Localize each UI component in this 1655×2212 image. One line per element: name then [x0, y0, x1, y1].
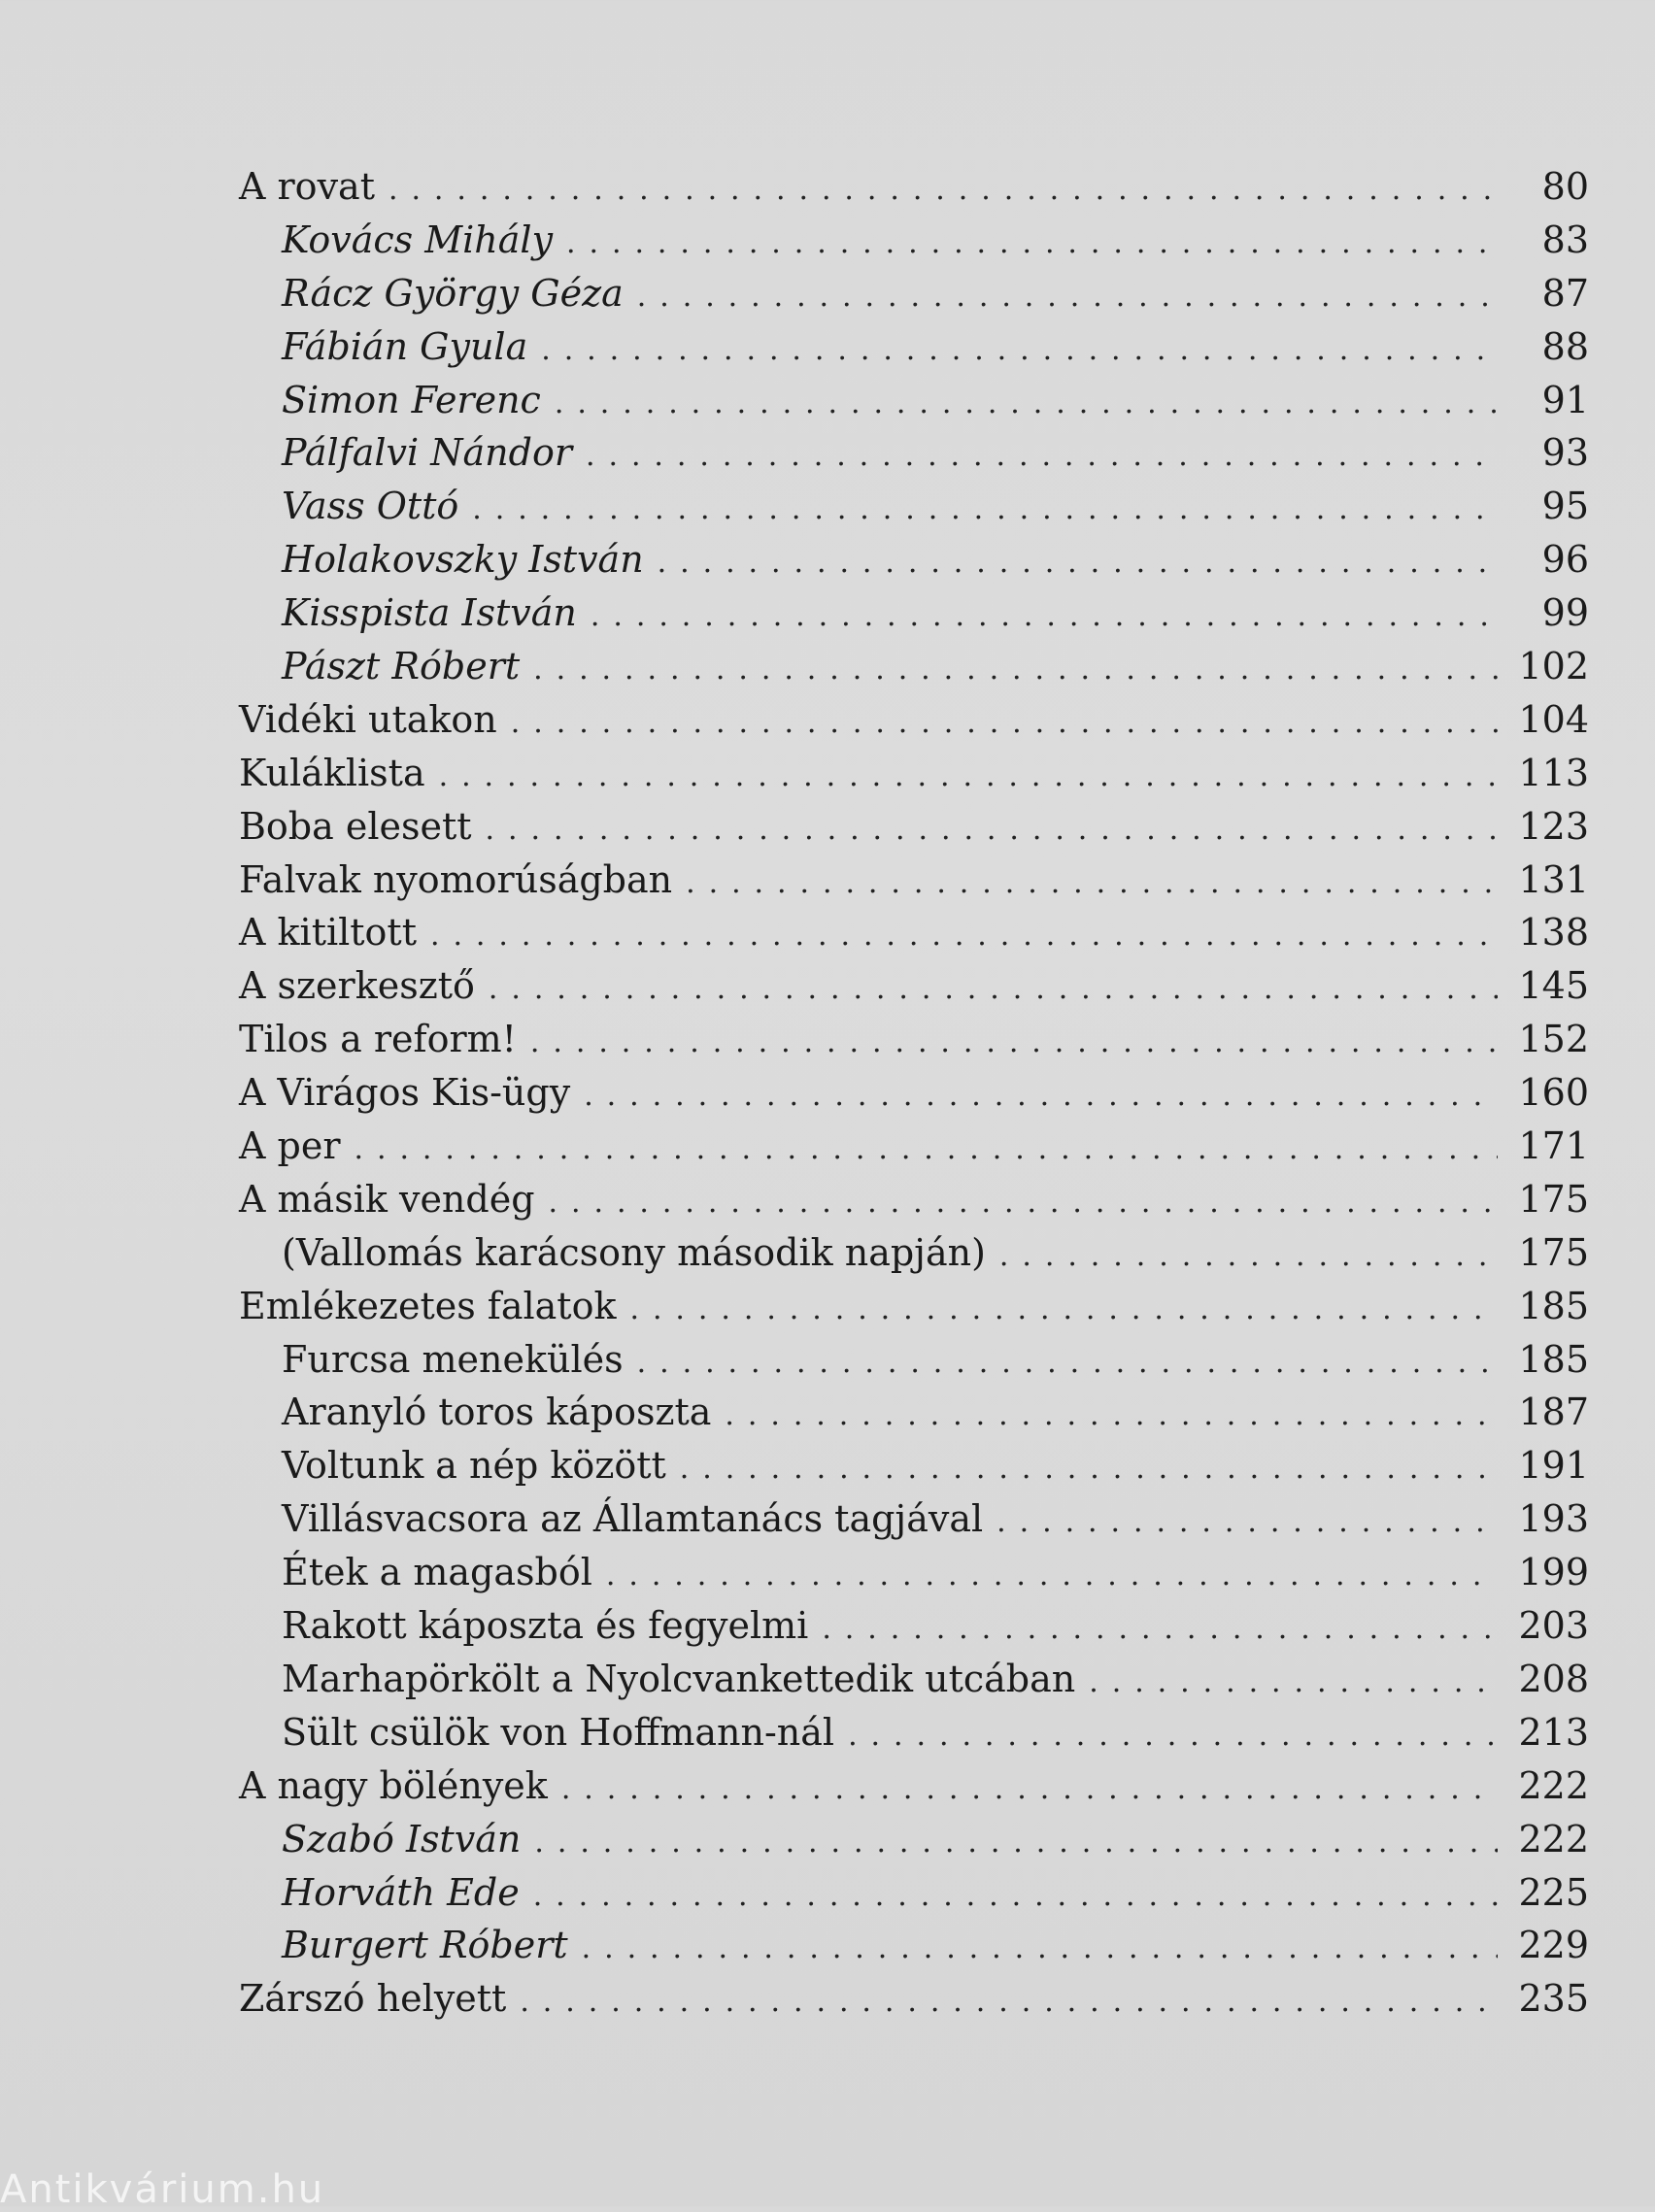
dot-leader — [999, 1226, 1498, 1284]
dot-leader — [996, 1492, 1498, 1550]
toc-entry-page-number: 138 — [1518, 911, 1589, 955]
toc-entry — [239, 1280, 1589, 1333]
toc-entry-title: Pászt Róbert — [282, 645, 521, 688]
dot-leader — [725, 1386, 1498, 1443]
toc-entry-title: Kisspista István — [282, 591, 577, 635]
toc-entry-page-number: 99 — [1541, 591, 1589, 635]
toc-entry-page-number: 96 — [1541, 538, 1589, 582]
toc-entry — [239, 1173, 1589, 1226]
dot-leader — [637, 267, 1498, 324]
toc-entry-page-number: 229 — [1518, 1924, 1589, 1967]
toc-entry — [239, 1760, 1589, 1813]
dot-leader — [586, 426, 1498, 484]
toc-entry-title: Kuláklista — [239, 751, 425, 794]
dot-leader — [686, 854, 1498, 911]
dot-leader — [486, 800, 1498, 857]
toc-entry-title: A szerkesztő — [239, 964, 475, 1008]
toc-entry-page-number: 95 — [1541, 485, 1589, 528]
toc-entry-page-number: 213 — [1518, 1710, 1589, 1754]
toc-entry-page-number: 185 — [1518, 1284, 1589, 1327]
toc-entry-page-number: 87 — [1541, 271, 1589, 315]
dot-leader — [582, 1919, 1498, 1976]
toc-entry — [239, 1226, 1589, 1280]
toc-entry-page-number: 191 — [1518, 1444, 1589, 1488]
toc-entry — [239, 1013, 1589, 1066]
dot-leader — [534, 1813, 1498, 1870]
toc-entry-page-number: 93 — [1541, 431, 1589, 475]
toc-entry-title: (Vallomás karácsony második napján) — [282, 1230, 986, 1274]
toc-entry — [239, 1919, 1589, 1972]
toc-entry-page-number: 235 — [1518, 1977, 1589, 2021]
toc-entry-page-number: 193 — [1518, 1497, 1589, 1541]
toc-entry-page-number: 104 — [1518, 697, 1589, 741]
toc-entry-page-number: 222 — [1518, 1763, 1589, 1807]
toc-entry — [239, 1492, 1589, 1546]
toc-entry-page-number: 187 — [1518, 1391, 1589, 1434]
toc-entry-title: Boba elesett — [239, 804, 472, 848]
dot-leader — [489, 959, 1498, 1017]
toc-entry-page-number: 171 — [1518, 1124, 1589, 1168]
toc-entry-page-number: 208 — [1518, 1657, 1589, 1700]
toc-entry-page-number: 123 — [1518, 804, 1589, 848]
toc-entry — [239, 267, 1589, 320]
toc-entry-title: Emlékezetes falatok — [239, 1284, 617, 1327]
toc-entry-title: Vass Ottó — [282, 485, 459, 528]
toc-entry-page-number: 225 — [1518, 1870, 1589, 1914]
toc-entry-title: A per — [239, 1124, 341, 1168]
toc-entry-title: Pálfalvi Nándor — [282, 431, 572, 475]
toc-entry — [239, 1333, 1589, 1387]
watermark: Antikvárium.hu — [0, 2167, 325, 2212]
toc-entry — [239, 480, 1589, 533]
toc-entry-title: Kovács Mihály — [282, 218, 554, 261]
toc-entry-title: Marhapörkölt a Nyolcvankettedik utcában — [282, 1657, 1076, 1700]
toc-entry — [239, 1386, 1589, 1439]
dot-leader — [388, 160, 1498, 218]
dot-leader — [530, 1013, 1498, 1070]
toc-entry-title: A nagy bölények — [239, 1763, 548, 1807]
toc-entry — [239, 1546, 1589, 1599]
dot-leader — [561, 1760, 1498, 1817]
toc-entry-page-number: 222 — [1518, 1817, 1589, 1860]
toc-entry-title: Sült csülök von Hoffmann-nál — [282, 1710, 835, 1754]
dot-leader — [555, 374, 1498, 431]
dot-leader — [355, 1120, 1499, 1177]
dot-leader — [1089, 1653, 1498, 1710]
dot-leader — [848, 1706, 1498, 1763]
toc-entry — [239, 426, 1589, 480]
toc-entry — [239, 693, 1589, 747]
toc-entry — [239, 587, 1589, 640]
toc-entry — [239, 533, 1589, 587]
toc-entry-title: Falvak nyomorúságban — [239, 857, 673, 901]
toc-entry-page-number: 145 — [1518, 964, 1589, 1008]
dot-leader — [533, 640, 1498, 697]
toc-entry-title: Horváth Ede — [282, 1870, 520, 1914]
dot-leader — [584, 1066, 1498, 1123]
toc-entry-page-number: 203 — [1518, 1604, 1589, 1648]
toc-entry — [239, 1599, 1589, 1653]
toc-entry — [239, 1866, 1589, 1920]
toc-entry-title: A kitiltott — [239, 911, 417, 955]
toc-entry — [239, 1439, 1589, 1492]
toc-entry-page-number: 185 — [1518, 1337, 1589, 1381]
dot-leader — [511, 693, 1498, 751]
dot-leader — [430, 906, 1498, 963]
toc-entry — [239, 640, 1589, 693]
toc-entry — [239, 747, 1589, 800]
toc-entry — [239, 320, 1589, 374]
toc-entry-title: Voltunk a nép között — [282, 1444, 666, 1488]
table-of-contents — [239, 160, 1589, 2026]
toc-entry-title: Simon Ferenc — [282, 378, 541, 421]
toc-entry-page-number: 199 — [1518, 1551, 1589, 1594]
toc-entry-title: Aranyló toros káposzta — [282, 1391, 712, 1434]
toc-entry-title: Rakott káposzta és fegyelmi — [282, 1604, 809, 1648]
dot-leader — [541, 320, 1498, 378]
toc-entry-page-number: 91 — [1541, 378, 1589, 421]
toc-entry — [239, 214, 1589, 267]
dot-leader — [439, 747, 1498, 804]
dot-leader — [629, 1280, 1498, 1337]
toc-entry — [239, 1813, 1589, 1866]
toc-entry-title: Villásvacsora az Államtanács tagjával — [282, 1497, 984, 1541]
dot-leader — [658, 533, 1498, 590]
dot-leader — [520, 1972, 1498, 2029]
dot-leader — [472, 480, 1498, 537]
toc-entry-title: Étek a magasból — [282, 1551, 592, 1594]
toc-entry-page-number: 83 — [1541, 218, 1589, 261]
toc-entry — [239, 1706, 1589, 1760]
toc-entry-page-number: 152 — [1518, 1018, 1589, 1061]
toc-entry-title: Furcsa menekülés — [282, 1337, 624, 1381]
toc-entry-title: Zárszó helyett — [239, 1977, 507, 2021]
toc-entry-title: A másik vendég — [239, 1177, 535, 1221]
dot-leader — [680, 1439, 1498, 1496]
toc-entry — [239, 959, 1589, 1013]
toc-entry-page-number: 88 — [1541, 324, 1589, 368]
toc-entry-page-number: 102 — [1518, 645, 1589, 688]
toc-entry — [239, 1653, 1589, 1706]
toc-entry — [239, 800, 1589, 854]
toc-entry-page-number: 160 — [1518, 1071, 1589, 1115]
dot-leader — [533, 1866, 1498, 1924]
toc-entry — [239, 1972, 1589, 2026]
toc-entry-title: Vidéki utakon — [239, 697, 497, 741]
toc-entry-title: Fábián Gyula — [282, 324, 528, 368]
toc-entry-title: Burgert Róbert — [282, 1924, 568, 1967]
toc-entry-title: A Virágos Kis-ügy — [239, 1071, 571, 1115]
dot-leader — [822, 1599, 1498, 1657]
toc-entry — [239, 1120, 1589, 1173]
dot-leader — [566, 214, 1498, 271]
toc-entry-title: Rácz György Géza — [282, 271, 624, 315]
dot-leader — [606, 1546, 1498, 1603]
toc-entry-page-number: 80 — [1541, 165, 1589, 208]
toc-entry — [239, 906, 1589, 959]
toc-entry-page-number: 131 — [1518, 857, 1589, 901]
toc-entry-title: Tilos a reform! — [239, 1018, 517, 1061]
toc-entry-page-number: 175 — [1518, 1177, 1589, 1221]
toc-entry — [239, 374, 1589, 427]
toc-entry-title: Holakovszky István — [282, 538, 644, 582]
toc-entry — [239, 854, 1589, 907]
toc-entry-title: A rovat — [239, 165, 375, 208]
dot-leader — [591, 587, 1498, 644]
toc-entry — [239, 1066, 1589, 1120]
dot-leader — [549, 1173, 1498, 1230]
toc-entry-title: Szabó István — [282, 1817, 522, 1860]
toc-entry — [239, 160, 1589, 214]
toc-entry-page-number: 175 — [1518, 1230, 1589, 1274]
toc-entry-page-number: 113 — [1518, 751, 1589, 794]
dot-leader — [637, 1333, 1498, 1391]
